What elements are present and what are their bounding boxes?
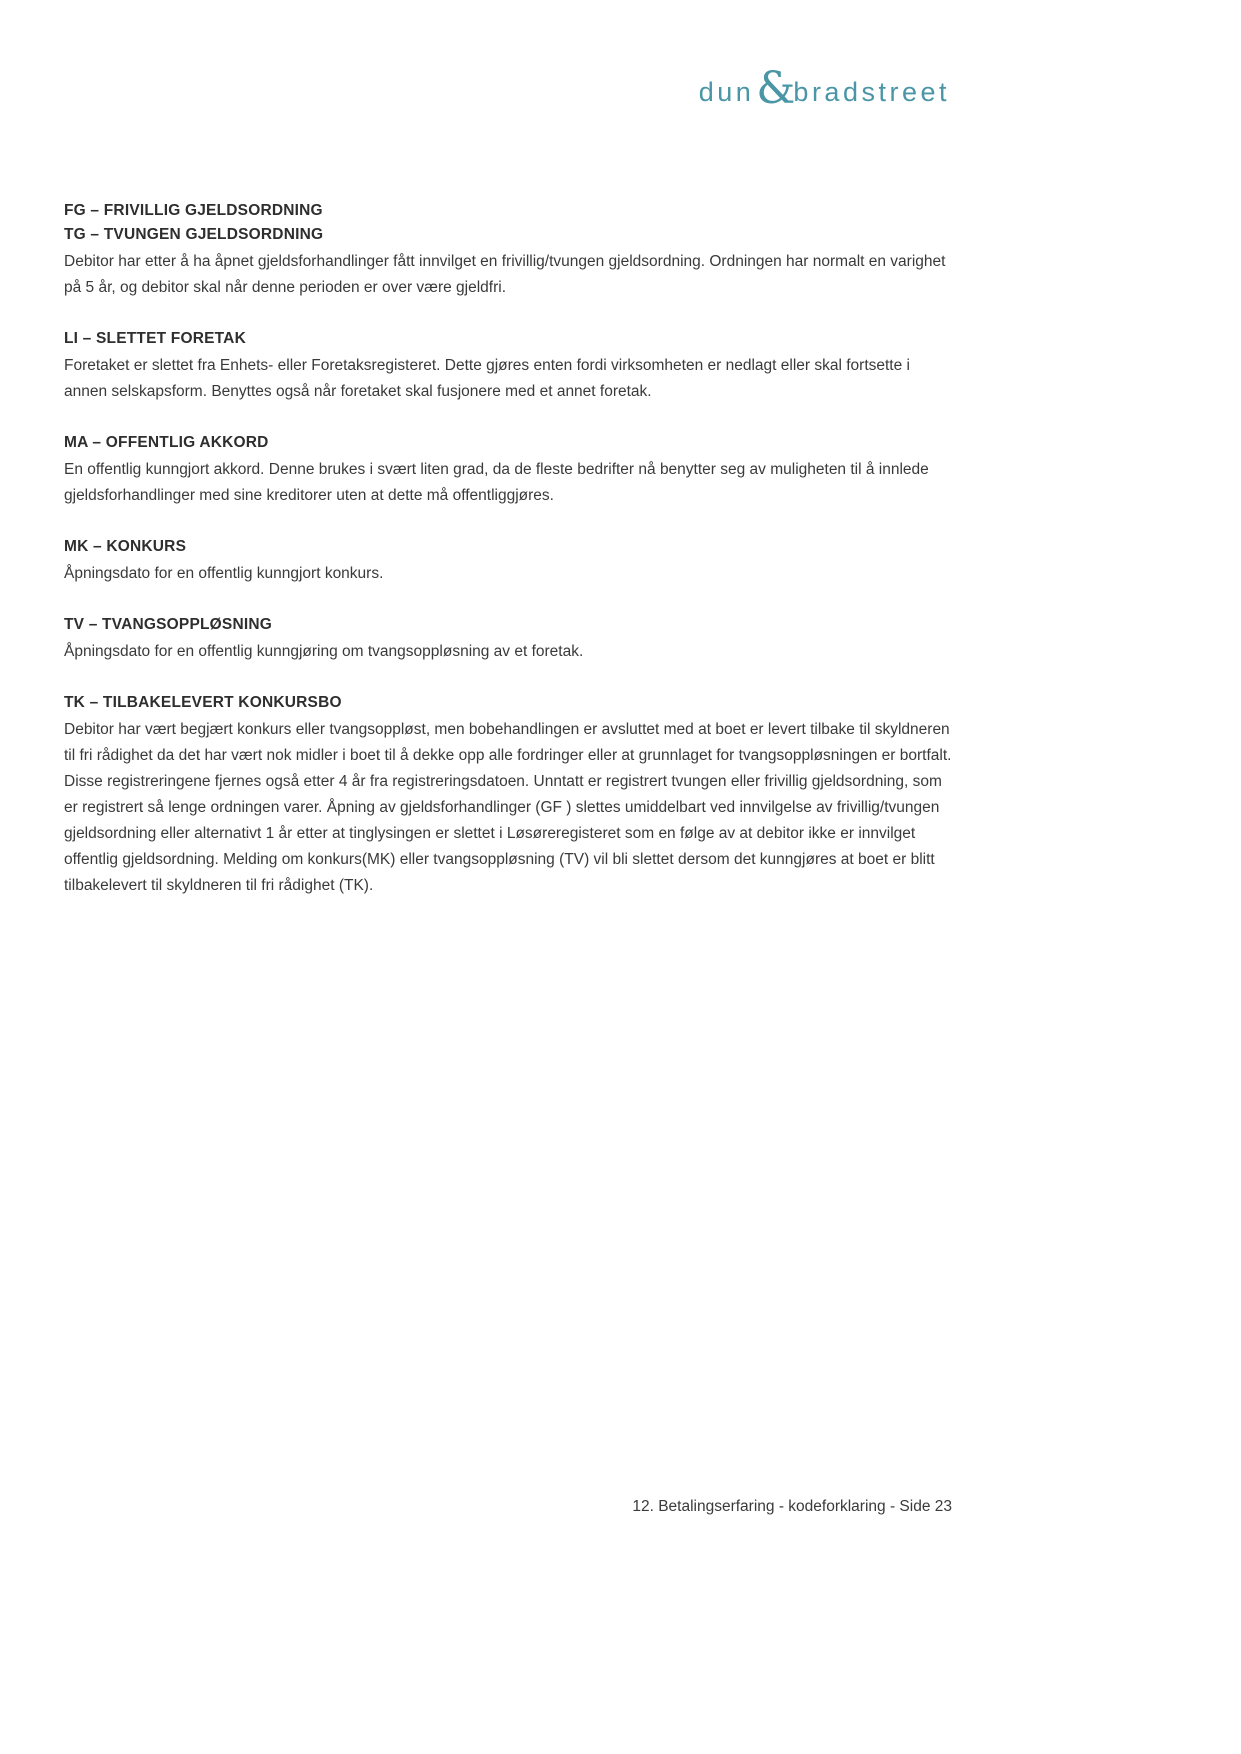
section-paragraph: Debitor har vært begjært konkurs eller tvangsoppløst, men bobehandlingen er avsluttet med at boet er levert tilbake til skyldneren til fri rådighet da det har vært nok midler i boet til å dekke opp alle fordringer eller at grunnlaget for tvangsoppløsningen er bortfalt. Disse registreringene fjernes også etter 4 år fra registreringsdatoen. Unntatt er registrert tvungen eller frivillig gjeldsordning, som er registrert så lenge ordningen varer. Åpning av gjeldsforhandlinger (GF ) slettes umiddelbart ved innvilgelse av frivillig/tvungen gjeldsordning eller alternativt 1 år etter at tinglysingen er slettet i Løsøreregisteret som en følge av at debitor ikke er innvilget offentlig gjeldsordning. Melding om konkurs(MK) eller tvangsoppløsning (TV) vil bli slettet dersom det kunngjøres at boet er blitt tilbakelevert til skyldneren til fri rådighet (TK). [64, 721, 952, 894]
section-heading: MK – KONKURS [64, 538, 187, 555]
section-paragraph: En offentlig kunngjort akkord. Denne brukes i svært liten grad, da de fleste bedrifter nå benytter seg av muligheten til å innlede gjeldsforhandlinger med sine kreditorer uten at dette må offentliggjøres. [64, 461, 929, 504]
section-heading: FG – FRIVILLIG GJELDSORDNING [64, 202, 323, 219]
logo-text-dun: dun [698, 76, 755, 107]
section-paragraph: Debitor har etter å ha åpnet gjeldsforhandlinger fått innvilget en frivillig/tvungen gjeldsordning. Ordningen har normalt en varighet på 5 år, og debitor skal når denne perioden er over være gjeldfri. [64, 253, 946, 296]
section-paragraph: Åpningsdato for en offentlig kunngjøring om tvangsoppløsning av et foretak. [64, 643, 584, 660]
section-heading: TV – TVANGSOPPLØSNING [64, 616, 273, 633]
section-tk [64, 691, 952, 899]
section-mk [64, 535, 952, 587]
section-li [64, 327, 952, 405]
page-footer: 12. Betalingserfaring - kodeforklaring - Side 23 [632, 1498, 952, 1515]
document-body [64, 199, 952, 925]
section-paragraph: Åpningsdato for en offentlig kunngjort konkurs. [64, 565, 384, 582]
ampersand-icon: & [756, 63, 796, 114]
section-heading: TG – TVUNGEN GJELDSORDNING [64, 226, 324, 243]
section-heading: MA – OFFENTLIG AKKORD [64, 434, 269, 451]
section-ma [64, 431, 952, 509]
section-fg-tg [64, 199, 952, 301]
logo-text-bradstreet: bradstreet [793, 76, 950, 107]
section-heading: TK – TILBAKELEVERT KONKURSBO [64, 694, 342, 711]
section-tv [64, 613, 952, 665]
dnb-logo [698, 63, 950, 114]
section-heading: LI – SLETTET FORETAK [64, 330, 246, 347]
section-paragraph: Foretaket er slettet fra Enhets- eller Foretaksregisteret. Dette gjøres enten fordi virksomheten er nedlagt eller skal fortsette i annen selskapsform. Benyttes også når foretaket skal fusjonere med et annet foretak. [64, 357, 910, 400]
